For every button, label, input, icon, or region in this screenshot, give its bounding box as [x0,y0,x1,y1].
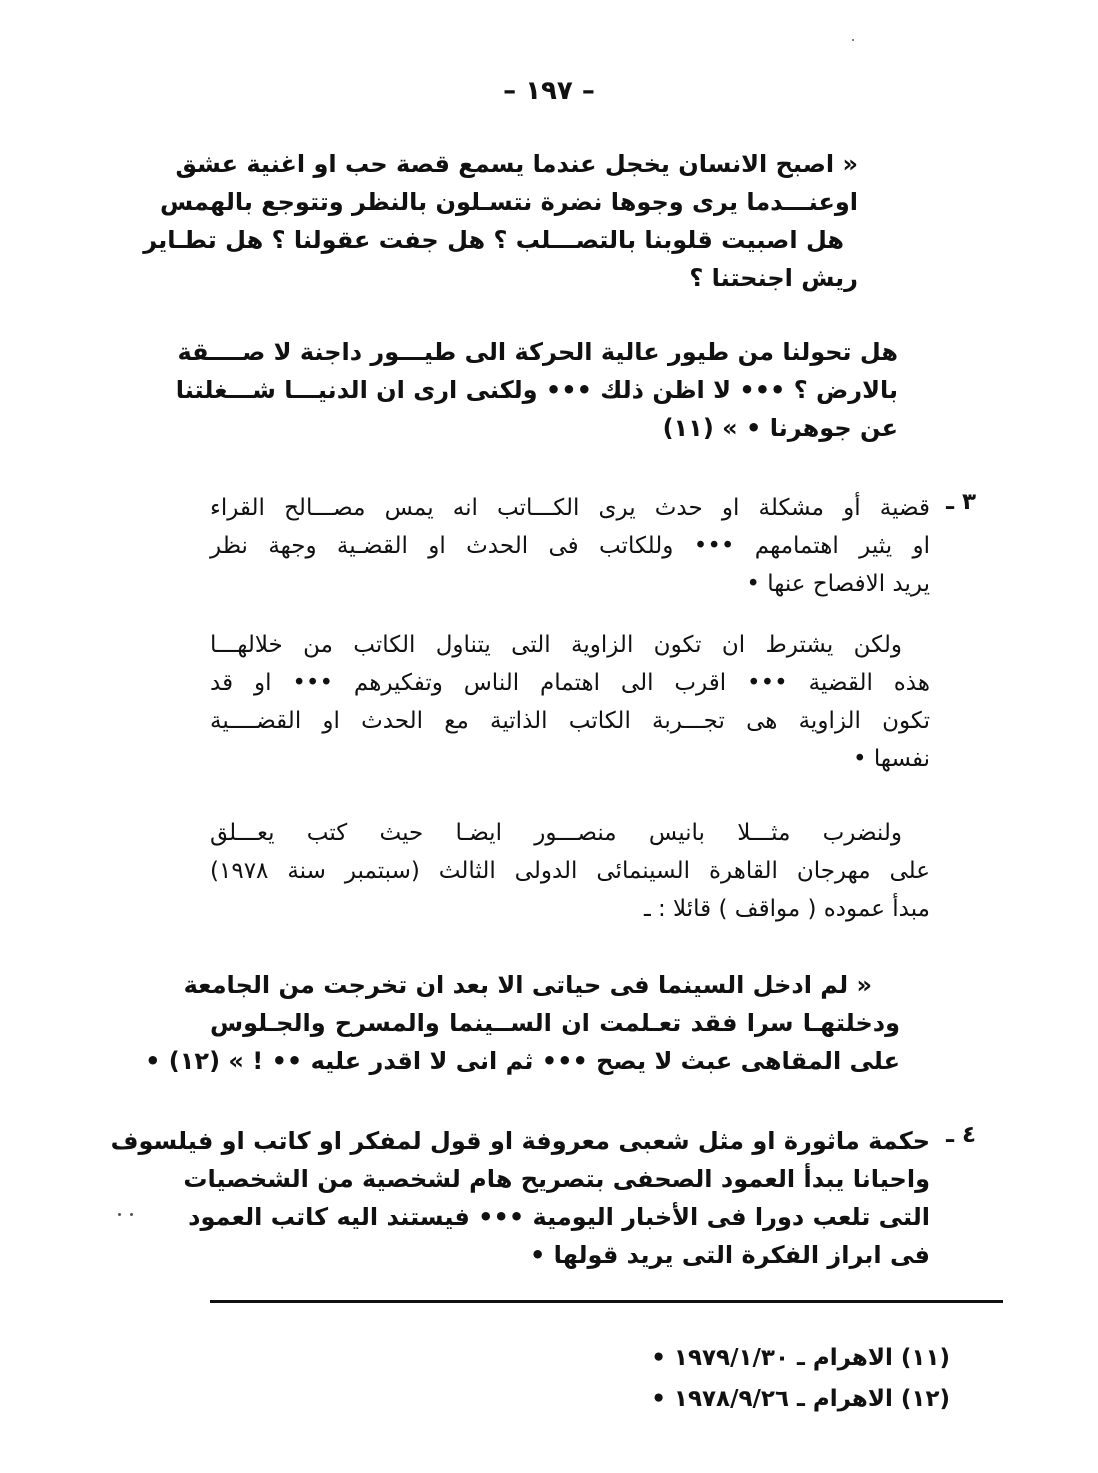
quote-1-line: « اصبح الانسان يخجل عندما يسمع قصة حب او اغنية عشق [175,150,858,178]
quote-3-line: « لم ادخل السينما فى حياتى الا بعد ان تخرجت من الجامعة [183,971,872,999]
scan-speck [852,39,854,41]
item-4-line: حكمة ماثورة او مثل شعبى معروفة او قول لمفكر او كاتب او فيلسوف [110,1127,930,1155]
quote-1-line: ريش اجنحتنا ؟ [689,264,858,292]
item-4-number: ٤ ـ [946,1122,976,1148]
paragraph-2-line: ولنضرب مثـــلا بانيس منصـــور ايضـا حيث كتب يعـــلق [210,820,902,846]
item-3-number: ٣ ـ [946,489,976,515]
item-3-line: او يثير اهتمامهم ••• وللكاتب فى الحدث او القضـية وجهة نظر [210,533,930,559]
paragraph-1-line: نفسها • [852,746,930,772]
paragraph-1 [210,626,930,778]
quote-3 [145,966,900,1080]
item-3-line: يريد الافصاح عنها • [746,571,930,597]
paragraph-1-line: هذه القضية ••• اقرب الى اهتمام الناس وتفكيرهم ••• او قد [210,670,930,696]
quote-2-line: هل تحولنا من طيور عالية الحركة الى طيـــور داجنة لا صــــقة [177,338,898,366]
item-4-line: فى ابراز الفكرة التى يريد قولها • [529,1241,930,1269]
quote-2 [175,333,898,447]
paragraph-2-line: على مهرجان القاهرة السينمائى الدولى الثالث (سبتمبر سنة ١٩٧٨) [210,858,930,884]
quote-2-line: عن جوهرنا • » (١١) [662,414,898,442]
paragraph-2-line: مبدأ عموده ( مواقف ) قائلا : ـ [643,896,930,922]
footnotes [651,1338,950,1420]
footnote-11: (١١) الاهرام ـ ١٩٧٩/١/٣٠ • [651,1345,950,1371]
page-number: – ١٩٧ – [503,76,595,106]
item-4-text [110,1122,930,1274]
paragraph-2 [210,814,930,928]
paragraph-1-line: ولكن يشترط ان تكون الزاوية التى يتناول الكاتب من خلالهـــا [210,632,902,658]
quote-3-line: ودخلتهـا سرا فقد تعـلمت ان الســينما والمسرح والجـلوس [210,1009,900,1037]
quote-2-line: بالارض ؟ ••• لا اظن ذلك ••• ولكنى ارى ان الدنيـــا شـــغلتنا [175,376,898,404]
quote-1-line: هل اصبيت قلوبنا بالتصـــلب ؟ هل جفت عقولنا ؟ هل تطـاير [143,226,844,254]
quote-1 [143,145,858,297]
quote-1-line: اوعنـــدما يرى وجوها نضرة نتسـلون بالنظر وتتوجع بالهمس [159,188,858,216]
item-3-line: قضية أو مشكلة او حدث يرى الكـــاتب انه يمس مصـــالح القراء [210,495,930,521]
quote-3-line: على المقاهى عبث لا يصح ••• ثم انى لا اقدر عليه •• ! » (١٢) • [145,1047,900,1075]
scan-speck [118,1213,121,1216]
scan-speck [130,1213,133,1216]
item-3-text [210,489,930,603]
paragraph-1-line: تكون الزاوية هى تجـــربة الكاتب الذاتية مع الحدث او القضــــية [210,708,930,734]
footnote-12: (١٢) الاهرام ـ ١٩٧٨/٩/٢٦ • [651,1386,950,1412]
item-4-line: التى تلعب دورا فى الأخبار اليومية ••• فيستند اليه كاتب العمود [188,1203,930,1231]
footnote-divider [210,1300,1003,1303]
item-4-line: واحيانا يبدأ العمود الصحفى بتصريح هام لشخصية من الشخصيات [183,1165,930,1193]
